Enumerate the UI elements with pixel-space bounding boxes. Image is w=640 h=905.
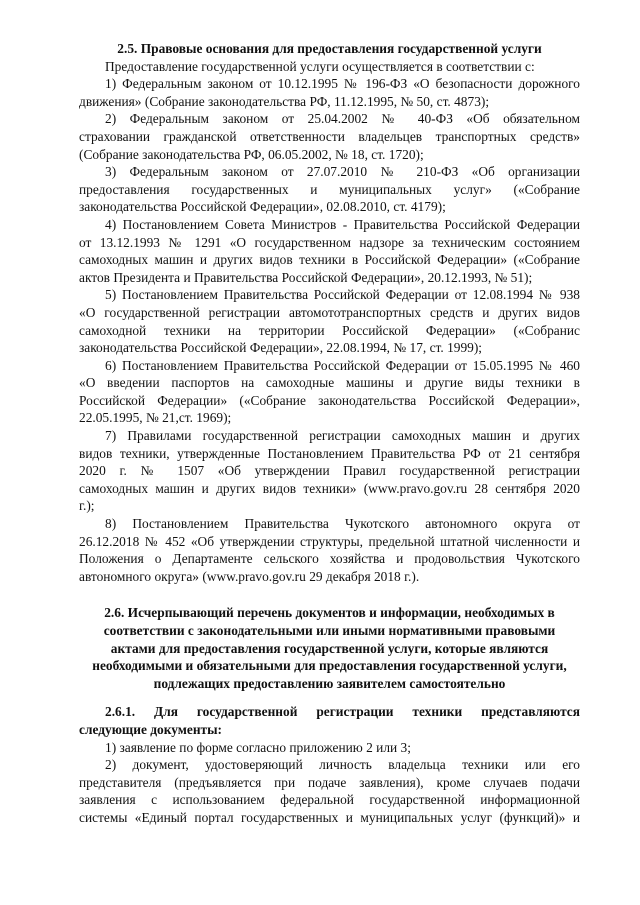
paragraph-line: (Собрание законодательства РФ, 06.05.2002, № 18, ст. 1720); (79, 146, 424, 162)
paragraph-line: автономного округа» (www.pravo.gov.ru 29 декабря 2018 г.). (79, 568, 420, 584)
paragraph-line: Российской Федерации» («Собрание законодательства Российской Федерации», (79, 392, 580, 408)
paragraph-line: самоходных машин и других видов техники в Российской Федерации» («Собрание (79, 252, 580, 268)
section-2-6-heading: подлежащих предоставлению заявителем самостоятельно (153, 675, 506, 691)
section-2-5-heading: 2.5. Правовые основания для предоставления государственной услуги (117, 41, 542, 56)
paragraph-line: «О государственной регистрации автомототранспортных средств и других видов (79, 304, 580, 320)
section-spacer (79, 585, 580, 604)
subsection-2-6-1-heading: следующие документы: (79, 721, 223, 737)
paragraph-line: 7) Правилами государственной регистрации самоходных машин и других (105, 428, 580, 444)
paragraph-line: актов Президента и Правительства Российской Федерации», 20.12.1993, № 51); (79, 269, 533, 285)
paragraph-line: видов техники, утвержденные Постановлением Правительства РФ от 21 сентября (79, 445, 580, 461)
paragraph-line: самоходной техники на территории Российской Федерации» («Собранис (79, 322, 580, 338)
paragraph-line: представителя (предъявляется при подаче заявления), кроме случаев подачи (79, 774, 580, 790)
paragraph-line: 2) документ, удостоверяющий личность владельца техники или его (105, 757, 580, 773)
paragraph-line: 26.12.2018 № 452 «Об утверждении структуры, предельной штатной численности и (79, 533, 580, 549)
subsection-2-6-1-heading: 2.6.1. Для государственной регистрации техники представляются (105, 704, 580, 720)
paragraph-line: страховании гражданской ответственности владельцев транспортных средств» (79, 128, 580, 144)
paragraph-line: законодательства Российской Федерации», 02.08.2010, ст. 4179); (79, 199, 446, 215)
paragraph-line: 3) Федеральным законом от 27.07.2010 № 210-ФЗ «Об организации (105, 164, 580, 180)
paragraph-line: 8) Постановлением Правительства Чукотского автономного округа от (105, 516, 580, 532)
section-2-6-heading: соответствии с законодательными или иными нормативными правовыми (103, 623, 556, 638)
paragraph-line: 22.05.1995, № 21,ст. 1969); (79, 410, 232, 426)
paragraph-line: системы «Единый портал государственных и муниципальных услуг (функций)» и (79, 809, 580, 825)
paragraph-line: предоставления государственных и муниципальных услуг» («Собрание (79, 181, 580, 197)
paragraph-line: 5) Постановлением Правительства Российской Федерации от 12.08.1994 № 938 (105, 287, 580, 303)
paragraph-line: 1) заявление по форме согласно приложению 2 или 3; (105, 739, 411, 755)
paragraph-line: движения» (Собрание законодательства РФ, 11.12.1995, № 50, ст. 4873); (79, 93, 490, 109)
paragraph-line: Предоставление государственной услуги осуществляется в соответствии с: (105, 58, 535, 74)
paragraph-line: г.); (79, 498, 95, 514)
paragraph-line: законодательства Российской Федерации», 22.08.1994, № 17, ст. 1999); (79, 340, 483, 356)
paragraph-line: 2) Федеральным законом от 25.04.2002 № 40-ФЗ «Об обязательном (105, 111, 580, 127)
paragraph-line: Положения о Департаменте сельского хозяйства и продовольствия Чукотского (79, 551, 580, 567)
section-2-6-heading: необходимыми и обязательными для предоставления государственной услуги, (92, 658, 567, 674)
section-2-6-heading: 2.6. Исчерпывающий перечень документов и информации, необходимых в (104, 605, 555, 621)
paragraph-line: самоходных машин и других видов техники» (www.pravo.gov.ru 28 сентября 2020 (79, 480, 580, 496)
section-2-6-heading: актами для предоставления государственной услуги, которые являются (110, 640, 549, 656)
paragraph-line: 1) Федеральным законом от 10.12.1995 № 196-ФЗ «О безопасности дорожного (105, 76, 580, 92)
paragraph-line: 4) Постановлением Совета Министров - Правительства Российской Федерации (105, 216, 580, 232)
section-spacer (79, 692, 580, 703)
paragraph-line: от 13.12.1993 № 1291 «О государственном надзоре за техническим состоянием (79, 234, 580, 250)
paragraph-line: заявления с использованием федеральной государственной информационной (79, 792, 580, 808)
paragraph-line: «О введении паспортов на самоходные машины и другие виды техники в (79, 375, 580, 391)
paragraph-line: 6) Постановлением Правительства Российской Федерации от 15.05.1995 № 460 (105, 357, 580, 373)
paragraph-line: 2020 г. № 1507 «Об утверждении Правил государственной регистрации (79, 463, 580, 479)
